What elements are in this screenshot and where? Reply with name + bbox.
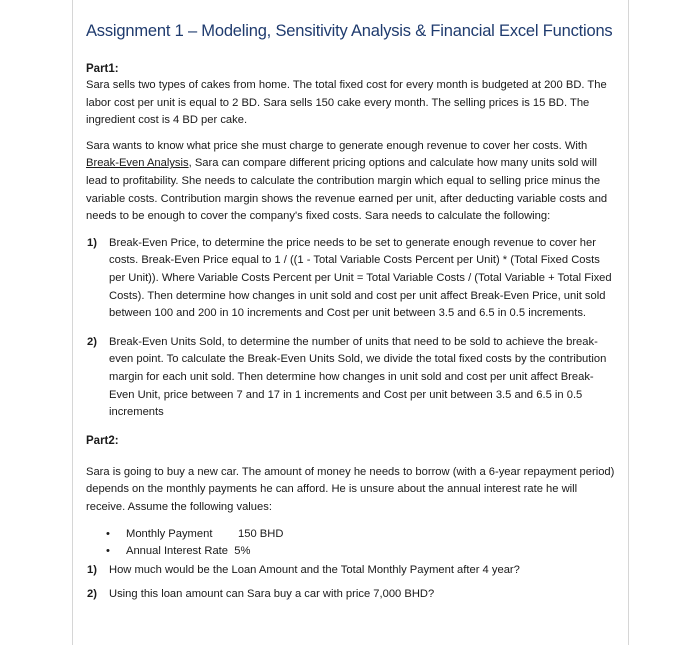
bullet-icon: • [106, 545, 110, 558]
break-even-analysis-link: Break-Even Analysis [86, 157, 189, 170]
part2-heading: Part2: [86, 434, 119, 447]
value-amount: 150 BHD [238, 528, 284, 541]
item-text: Break-Even Units Sold, to determine the number of units that need to be sold to achieve the break-even point. To calculate the Break-Even Units Sold, we divide the total fixed costs by the contribution margin for each unit sold. Then determine how changes in unit sold and cost per unit affect Break-Even Unit, price between 7 and 17 in 1 increments and Cost per unit between 3.5 and 6.5 in 0.5 increments [109, 335, 607, 419]
value-amount: 5% [234, 545, 251, 558]
list-item [86, 235, 618, 323]
item-text: Break-Even Price, to determine the price needs to be set to generate enough revenue to cover her costs. Break-Even Price equal to 1 / ((1 - Total Variable Costs Percent per Unit) * (Total Fixed Costs per Unit)). Where Variable Costs Percent per Unit = Total Variable Costs / (Total Variable + Total Fixed Costs). Then determine how changes in unit sold and cost per unit affect Break-Even Price, unit sold between 100 and 200 in 10 increments and Cost per unit between 3.5 and 6.5 in 0.5 increments. [109, 236, 612, 320]
value-label: Monthly Payment [126, 528, 213, 541]
list-item [86, 526, 618, 543]
part1-task-list [86, 235, 618, 422]
item-number: 2) [87, 588, 97, 601]
page-border-left [72, 0, 73, 645]
value-label: Annual Interest Rate [126, 545, 228, 558]
part2-intro-paragraph: Sara is going to buy a new car. The amount of money he needs to borrow (with a 6-year repayment period) depends on the monthly payments he can afford. He is unsure about the annual interest rate he will receive. Assume the following values: [86, 465, 615, 513]
part1-heading: Part1: [86, 63, 119, 75]
part1-breakeven-paragraph [86, 138, 618, 226]
item-number: 2) [87, 335, 97, 348]
bullet-icon: • [106, 528, 110, 541]
list-item [86, 334, 618, 422]
item-text: How much would be the Loan Amount and the Total Monthly Payment after 4 year? [109, 564, 520, 577]
part2-question-list [86, 562, 618, 603]
document-title: Assignment 1 – Modeling, Sensitivity Analysis & Financial Excel Functions [86, 22, 613, 40]
assumed-values-list [86, 526, 618, 560]
document-page [86, 22, 618, 604]
list-item [86, 543, 618, 560]
part1-intro-paragraph: Sara sells two types of cakes from home. The total fixed cost for every month is budgeted at 200 BD. The labor cost per unit is equal to 2 BD. Sara sells 150 cake every month. The selling prices is 15 BD. The ingredient cost is 4 BD per cake. [86, 79, 607, 127]
list-item [86, 562, 618, 580]
item-number: 1) [87, 564, 97, 577]
para-text-after: , Sara can compare different pricing options and calculate how many units sold will lead to profitability. She needs to calculate the contribution margin which equal to selling price minus the variable costs. Contribution margin shows the revenue earned per unit, after deducting variable costs and needs to be enough to cover the company's fixed costs. Sara needs to calculate the following: [86, 157, 608, 223]
page-border-right [628, 0, 629, 645]
item-text: Using this loan amount can Sara buy a car with price 7,000 BHD? [109, 588, 435, 601]
para-text-before: Sara wants to know what price she must charge to generate enough revenue to cover her costs. With [86, 139, 588, 152]
list-item [86, 586, 618, 604]
item-number: 1) [87, 236, 97, 249]
